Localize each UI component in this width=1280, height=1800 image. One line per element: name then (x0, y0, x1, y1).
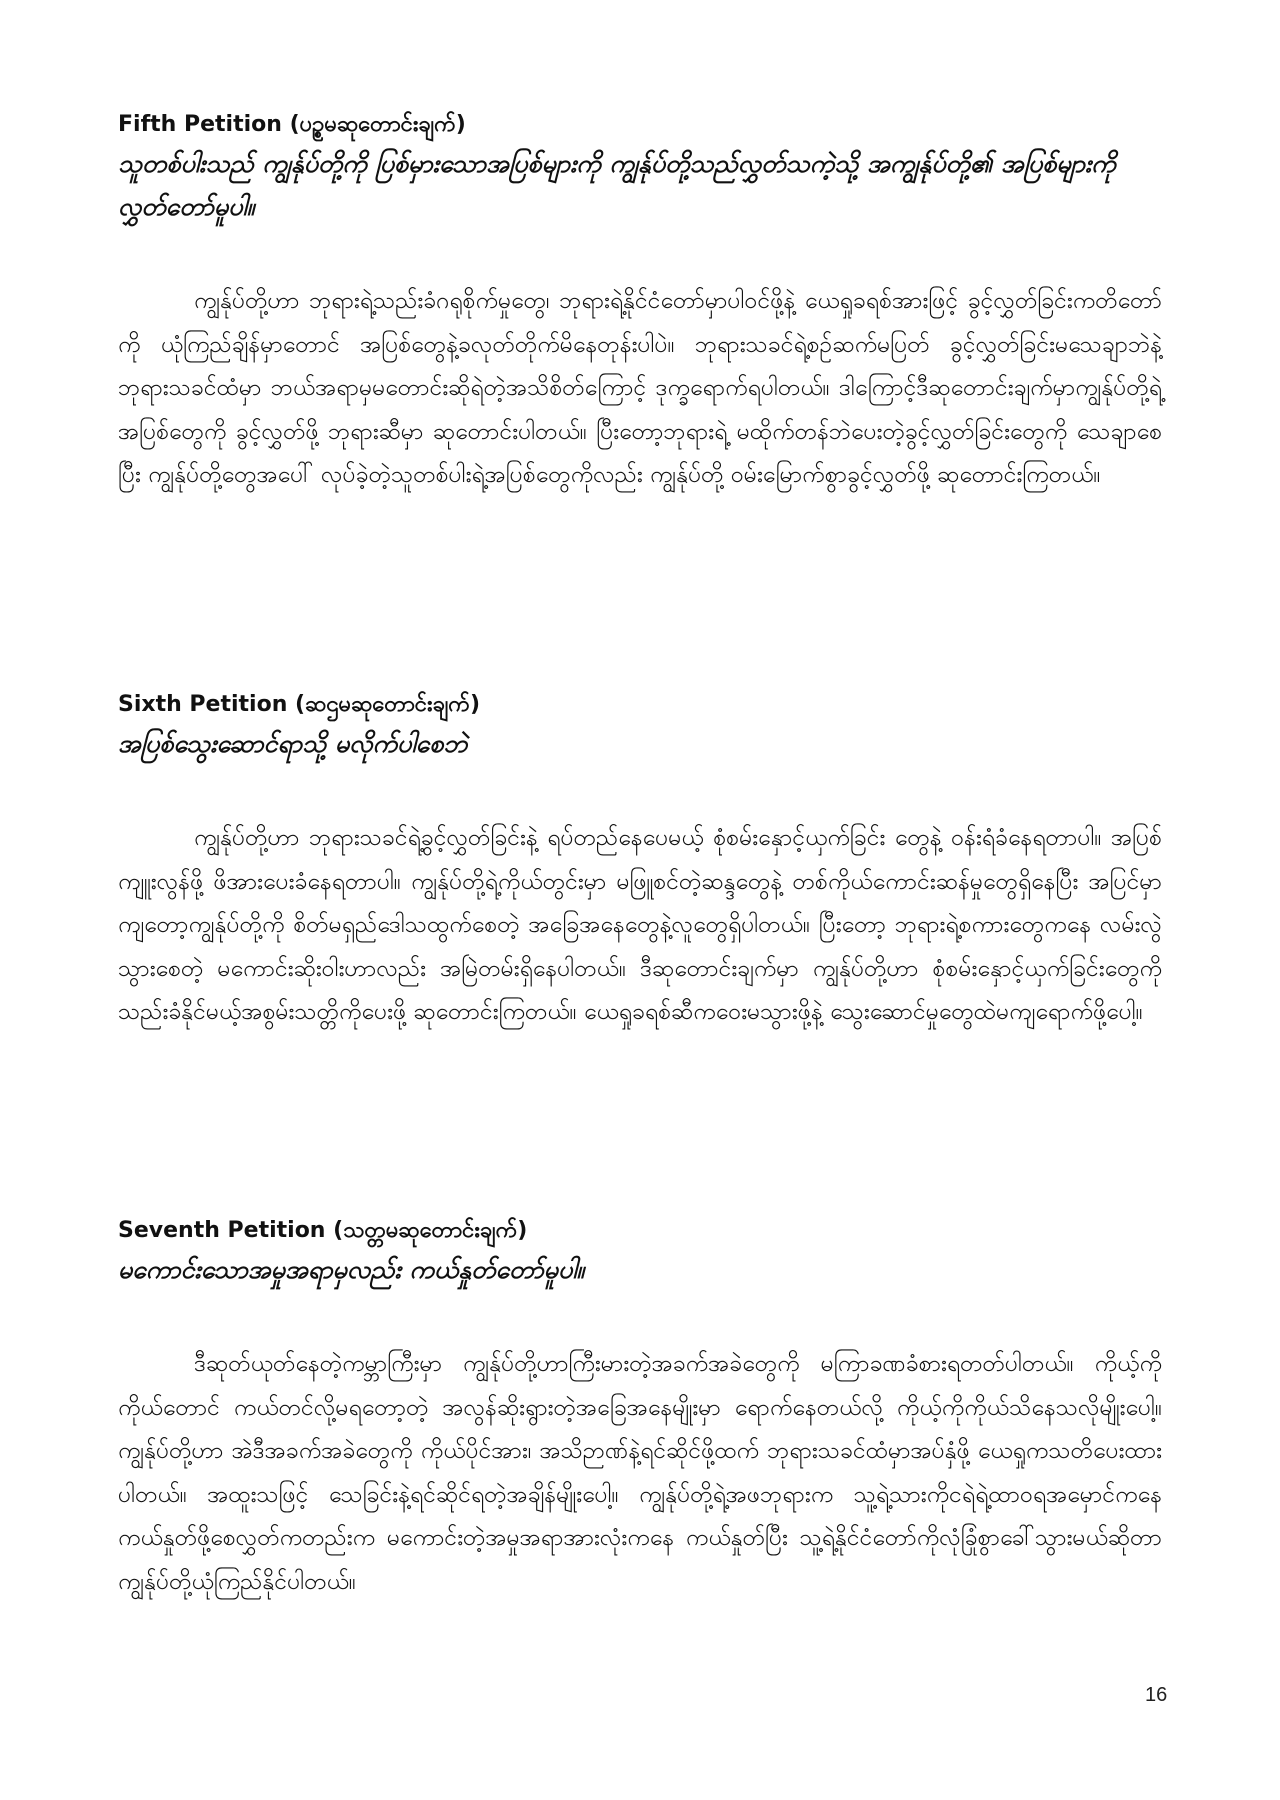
page-number: 16 (1145, 1684, 1168, 1706)
page-content (118, 108, 1162, 1595)
section-heading: Fifth Petition (ပဥ္စမဆုတောင်းချက်) (118, 112, 466, 137)
petition-text: အပြစ်သွေးဆောင်ရာသို့ မလိုက်ပါစေဘဲ (118, 729, 468, 758)
seventh-petition-section (118, 1214, 1162, 1604)
petition-text: မကောင်းသောအမှုအရာမှလည်း ကယ်နှုတ်တော်မူပါ။ (118, 1255, 585, 1284)
section-heading: Sixth Petition (ဆဌမဆုတောင်းချက်) (118, 692, 481, 717)
section-paragraph: ဒီဆုတ်ယုတ်နေတဲ့ကမ္ဘာကြီးမှာ ကျွန်ုပ်တို့ဟာကြီးမားတဲ့အခက်အခဲတွေကို မကြာခဏခံစားရတတ်ပါတယ်။ ကိုယ့်ကိုကိုယ်တောင် ကယ်တင်လို့မရတော့တဲ့ အလွန်ဆိုးရွားတဲ့အခြေအနေမျိုးမှာ ရောက်နေတယ်လို့ ကိုယ့်ကိုကိုယ်သိနေသလိုမျိုးပေါ့။ ကျွန်ုပ်တို့ဟာ အဲဒီအခက်အခဲတွေကို ကိုယ်ပိုင်အား၊ အသိဉာဏ်နဲ့ရင်ဆိုင်ဖို့ထက် ဘုရားသခင်ထံမှာအပ်နှံဖို့ ယေရှုကသတိပေးထားပါတယ်။ အထူးသဖြင့် သေခြင်းနဲ့ရင်ဆိုင်ရတဲ့အချိန်မျိုးပေါ့။ ကျွန်ုပ်တို့ရဲ့အဖဘုရားက သူ့ရဲ့သားကိုငရဲရဲ့ထာဝရအမှောင်ကနေ ကယ်နှုတ်ဖို့စေလွှတ်ကတည်းက မကောင်းတဲ့အမှုအရာအားလုံးကနေ ကယ်နှုတ်ပြီး သူ့ရဲ့နိုင်ငံတော်ကိုလုံခြုံစွာခေါ်သွားမယ်ဆိုတာ ကျွန်ုပ်တို့ယုံကြည်နိုင်ပါတယ်။ (118, 1351, 1162, 1595)
section-paragraph: ကျွန်ုပ်တို့ဟာ ဘုရားသခင်ရဲ့ခွင့်လွှတ်ခြင်းနဲ့ ရပ်တည်နေပေမယ့် စုံစမ်းနှောင့်ယှက်ခြင်း တွေနဲ့ ဝန်းရံခံနေရတာပါ။ အပြစ်ကျူးလွန်ဖို့ ဖိအားပေးခံနေရတာပါ။ ကျွန်ုပ်တို့ရဲ့ကိုယ်တွင်းမှာ မဖြူစင်တဲ့ဆန္ဒတွေနဲ့ တစ်ကိုယ်ကောင်းဆန်မှုတွေရှိနေပြီး အပြင်မှာကျတော့ကျွန်ုပ်တို့ကို စိတ်မရှည်ဒေါသထွက်စေတဲ့ အခြေအနေတွေနဲ့လူတွေရှိပါတယ်။ ပြီးတော့ ဘုရားရဲ့စကားတွေကနေ လမ်းလွဲသွားစေတဲ့ မကောင်းဆိုးဝါးဟာလည်း အမြဲတမ်းရှိနေပါတယ်။ ဒီဆုတောင်းချက်မှာ ကျွန်ုပ်တို့ဟာ စုံစမ်းနှောင့်ယှက်ခြင်းတွေကို သည်းခံနိုင်မယ့်အစွမ်းသတ္တိကိုပေးဖို့ ဆုတောင်းကြတယ်။ ယေရှုခရစ်ဆီကဝေးမသွားဖို့နဲ့ သွေးဆောင်မှုတွေထဲမကျရောက်ဖို့ပေါ့။ (118, 825, 1162, 1025)
petition-text: သူတစ်ပါးသည် ကျွန်ုပ်တို့ကို ပြစ်မှားသောအပြစ်များကို ကျွန်ုပ်တို့သည်လွှတ်သကဲ့သို့ အကျွန်ုပ်တို့၏ အပြစ်များကို လွှတ်တော်မူပါ။ (118, 149, 1116, 221)
section-paragraph: ကျွန်ုပ်တို့ဟာ ဘုရားရဲ့သည်းခံဂရုစိုက်မှုတွေ၊ ဘုရားရဲ့နိုင်ငံတော်မှာပါဝင်ဖို့နဲ့ ယေရှုခရစ်အားဖြင့် ခွင့်လွှတ်ခြင်းကတိတော်ကို ယုံကြည်ချိန်မှာတောင် အပြစ်တွေနဲ့ခလုတ်တိုက်မိနေတုန်းပါပဲ။ ဘုရားသခင်ရဲ့စဉ်ဆက်မပြတ် ခွင့်လွှတ်ခြင်းမသေချာဘဲနဲ့ ဘုရားသခင်ထံမှာ ဘယ်အရာမှမတောင်းဆိုရဲတဲ့အသိစိတ်ကြောင့် ဒုက္ခရောက်ရပါတယ်။ ဒါကြောင့်ဒီဆုတောင်းချက်မှာကျွန်ုပ်တို့ရဲ့အပြစ်တွေကို ခွင့်လွှတ်ဖို့ ဘုရားဆီမှာ ဆုတောင်းပါတယ်။ ပြီးတော့ဘုရားရဲ့ မထိုက်တန်ဘဲပေးတဲ့ခွင့်လွှတ်ခြင်းတွေကို သေချာစေပြီး ကျွန်ုပ်တို့တွေအပေါ် လုပ်ခဲ့တဲ့သူတစ်ပါးရဲ့အပြစ်တွေကိုလည်း ကျွန်ုပ်တို့ ဝမ်းမြောက်စွာခွင့်လွှတ်ဖို့ ဆုတောင်းကြတယ်။ (118, 288, 1162, 488)
section-heading: Seventh Petition (သတ္တမဆုတောင်းချက်) (118, 1218, 528, 1243)
fifth-petition-section (118, 108, 1162, 498)
sixth-petition-section (118, 688, 1162, 1035)
